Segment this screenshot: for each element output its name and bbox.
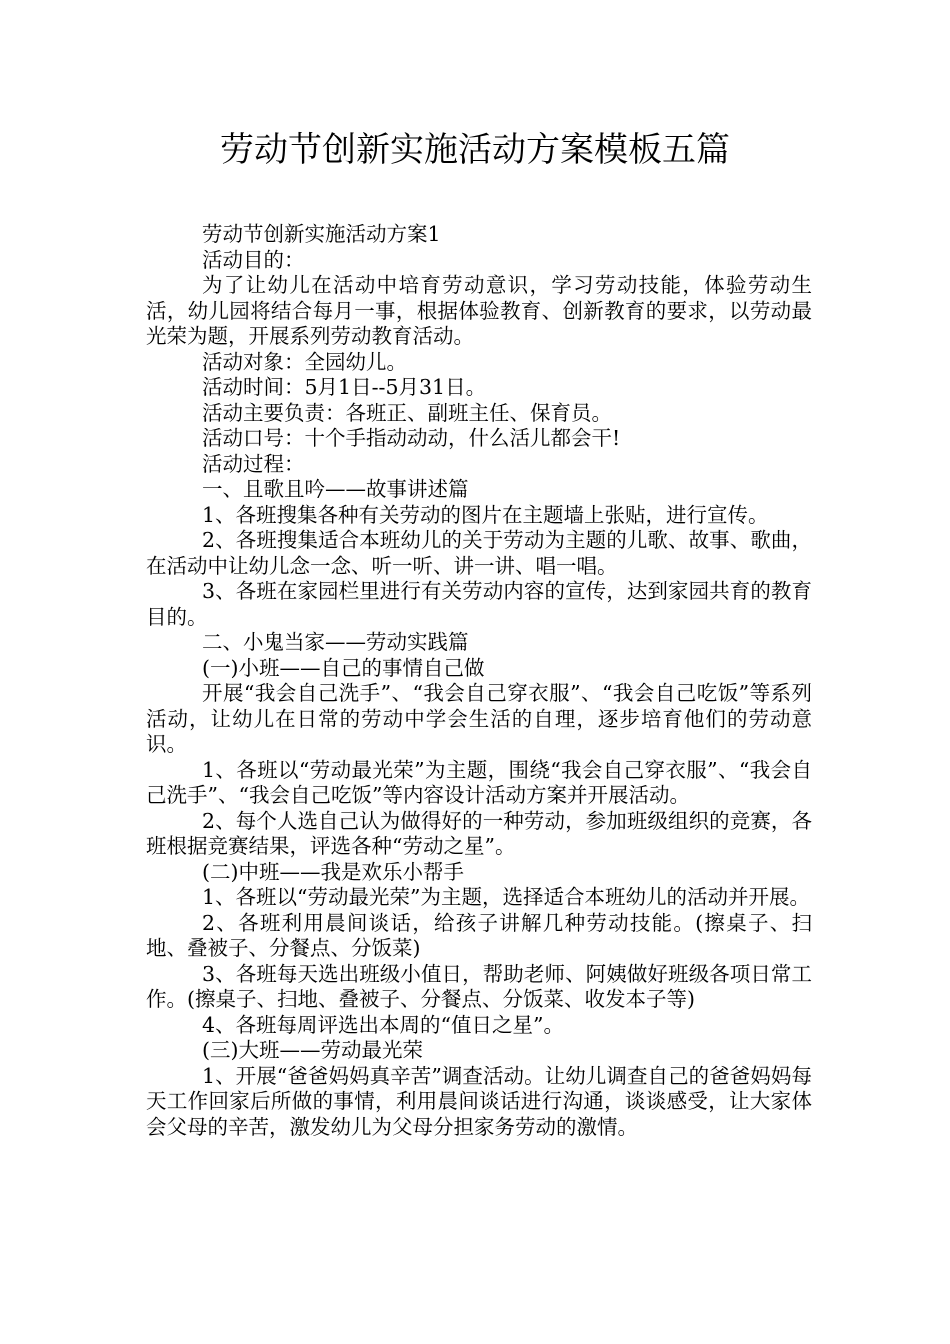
list-item: 1、各班搜集各种有关劳动的图片在主题墙上张贴，进行宣传。 [202, 502, 769, 527]
activity-purpose-label: 活动目的： [202, 247, 305, 272]
list-item: 2、每个人选自己认为做得好的一种劳动，参加班级组织的竞赛，各班根据竞赛结果，评选各种“劳动之星”。 [146, 808, 812, 858]
subsection-heading-middle-class: (二)中班——我是欢乐小帮手 [202, 859, 464, 884]
list-item: 4、各班每周评选出本周的“值日之星”。 [202, 1012, 565, 1037]
subsection-heading-small-class: (一)小班——自己的事情自己做 [202, 655, 485, 680]
activity-slogan: 活动口号：十个手指动动动，什么活儿都会干! [202, 426, 621, 450]
document-title: 劳动节创新实施活动方案模板五篇 [220, 130, 730, 170]
list-item: 1、开展“爸爸妈妈真辛苦”调查活动。让幼儿调查自己的爸爸妈妈每天工作回家后所做的事情，利用晨间谈话进行沟通，谈谈感受，让大家体会父母的辛苦，激发幼儿为父母分担家务劳动的激情。 [146, 1063, 812, 1139]
list-item: 3、各班每天选出班级小值日，帮助老师、阿姨做好班级各项日常工作。(擦桌子、扫地、叠被子、分餐点、分饭菜、收发本子等) [146, 961, 812, 1011]
list-item: 2、各班搜集适合本班幼儿的关于劳动为主题的儿歌、故事、歌曲，在活动中让幼儿念一念、听一听、讲一讲、唱一唱。 [146, 528, 812, 578]
list-item: 1、各班以“劳动最光荣”为主题，围绕“我会自己穿衣服”、“我会自己洗手”、“我会自己吃饭”等内容设计活动方案并开展活动。 [146, 757, 812, 807]
activity-target: 活动对象：全园幼儿。 [202, 349, 407, 374]
section-heading-part-2: 二、小鬼当家——劳动实践篇 [202, 630, 469, 654]
body-paragraph: 开展“我会自己洗手”、“我会自己穿衣服”、“我会自己吃饭”等系列活动，让幼儿在日常的劳动中学会生活的自理，逐步培育他们的劳动意识。 [146, 681, 812, 756]
activity-time: 活动时间：5月1日--5月31日。 [202, 375, 487, 399]
list-item: 2、各班利用晨间谈话，给孩子讲解几种劳动技能。(擦桌子、扫地、叠被子、分餐点、分饭菜) [146, 910, 812, 960]
activity-purpose-text: 为了让幼儿在活动中培育劳动意识，学习劳动技能，体验劳动生活，幼儿园将结合每月一事，根据体验教育、创新教育的要求，以劳动最光荣为题，开展系列劳动教育活动。 [146, 273, 812, 348]
list-item: 3、各班在家园栏里进行有关劳动内容的宣传，达到家园共育的教育目的。 [146, 579, 812, 629]
list-item: 1、各班以“劳动最光荣”为主题，选择适合本班幼儿的活动并开展。 [202, 885, 811, 909]
document-body [146, 222, 812, 1140]
activity-process-label: 活动过程： [202, 451, 305, 476]
section-heading-plan-1: 劳动节创新实施活动方案1 [202, 222, 441, 246]
section-heading-part-1: 一、且歌且吟——故事讲述篇 [202, 477, 469, 501]
subsection-heading-big-class: (三)大班——劳动最光荣 [202, 1038, 423, 1062]
activity-responsible: 活动主要负责：各班正、副班主任、保育员。 [202, 400, 612, 425]
